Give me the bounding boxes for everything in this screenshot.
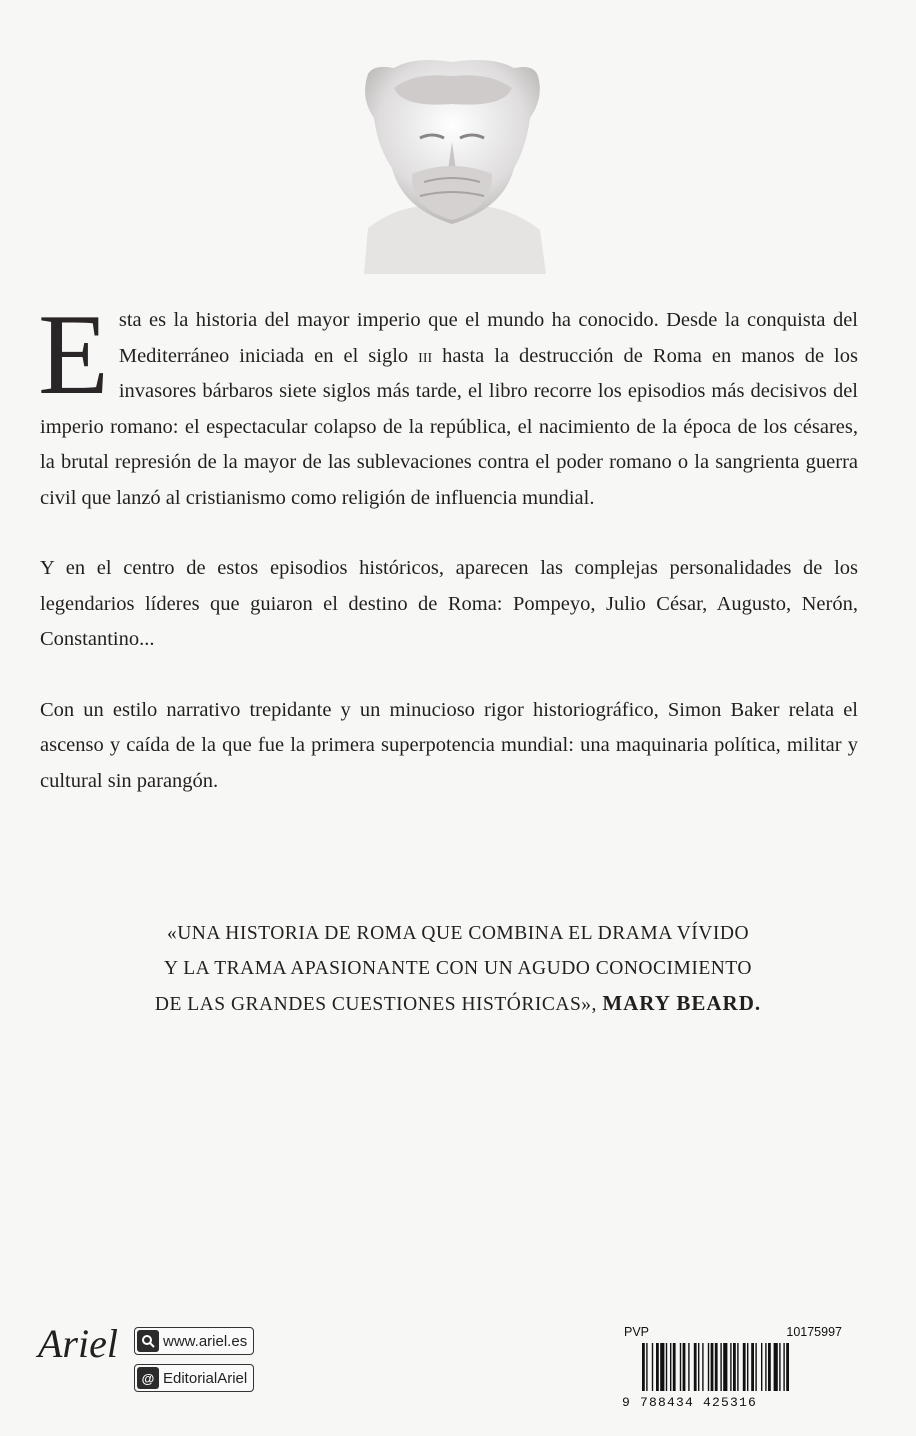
quote-author: MARY BEARD. — [602, 991, 762, 1015]
description-paragraph-2: Y en el centro de estos episodios históricos, aparecen las complejas personalidades de los legendarios líderes que guiaron el destino de Roma: Pompeyo, Julio César, Augusto, Nerón, Constantino... — [40, 557, 858, 650]
barcode-bar — [783, 1343, 784, 1391]
barcode-bar — [715, 1343, 718, 1391]
barcode-bar — [774, 1343, 778, 1391]
drop-cap: E — [38, 291, 109, 419]
barcode-bar — [751, 1343, 754, 1391]
quote-line-1: «UNA HISTORIA DE ROMA QUE COMBINA EL DRAMA VÍVIDO — [166, 923, 750, 944]
barcode-bar — [642, 1343, 645, 1391]
product-code: 10175997 — [786, 1325, 842, 1339]
barcode-bar — [737, 1343, 738, 1391]
publisher-logo: Ariel — [38, 1321, 118, 1366]
quote-line-2: Y LA TRAMA APASIONANTE CON UN AGUDO CONOCIMIENTO — [164, 958, 752, 979]
barcode-bar — [656, 1343, 659, 1391]
description-paragraph-1: Esta es la historia del mayor imperio que el mundo ha conocido. Desde la conquista del Mediterráneo iniciada en el siglo iii hasta la destrucción de Roma en manos de los invasores bárbaros siete siglos más tarde, el libro recorre los episodios más decisivos del imperio romano: el espectacular colapso de la república, el nacimiento de la época de los césares, la brutal represión de la mayor de las sublevaciones contra el poder romano o la sangrienta guerra civil que lanzó al cristianismo como religión de influencia mundial. — [38, 291, 858, 509]
barcode — [642, 1343, 842, 1395]
barcode-bar — [708, 1343, 709, 1391]
barcode-bar — [688, 1343, 689, 1391]
barcode-bar — [666, 1343, 667, 1391]
barcode-bar — [680, 1343, 681, 1391]
barcode-bar — [702, 1343, 703, 1391]
barcode-bar — [720, 1343, 721, 1391]
barcode-bar — [786, 1343, 789, 1391]
social-link[interactable] — [134, 1364, 254, 1392]
barcode-bar — [660, 1343, 664, 1391]
barcode-bar — [683, 1343, 686, 1391]
barcode-bar — [730, 1343, 731, 1391]
barcode-bar — [743, 1343, 746, 1391]
at-icon: @ — [137, 1367, 159, 1389]
barcode-bar — [779, 1343, 780, 1391]
barcode-block — [620, 1325, 860, 1409]
bust-illustration — [354, 58, 550, 274]
barcode-bar — [652, 1343, 653, 1391]
barcode-bar — [670, 1343, 671, 1391]
barcode-bar — [723, 1343, 727, 1391]
barcode-bar — [646, 1343, 647, 1391]
review-quote — [60, 916, 856, 1022]
social-handle: EditorialAriel — [163, 1369, 248, 1387]
pvp-label: PVP — [624, 1325, 650, 1339]
barcode-bar — [747, 1343, 748, 1391]
barcode-bar — [733, 1343, 736, 1391]
description-paragraph-3: Con un estilo narrativo trepidante y un minucioso rigor historiográfico, Simon Baker relata el ascenso y caída de la que fue la primera superpotencia mundial: una maquinaria política, militar y cultural sin parangón. — [40, 698, 858, 792]
barcode-bar — [755, 1343, 756, 1391]
barcode-bar — [673, 1343, 676, 1391]
barcode-bar — [765, 1343, 766, 1391]
isbn-digits: 9 788434 425316 — [622, 1395, 758, 1410]
quote-line-3: DE LAS GRANDES CUESTIONES HISTÓRICAS», MARY BEARD. — [154, 991, 762, 1015]
barcode-bar — [711, 1343, 714, 1391]
barcode-bar — [694, 1343, 697, 1391]
barcode-bar — [768, 1343, 771, 1391]
search-icon — [137, 1330, 159, 1352]
book-description — [38, 291, 858, 834]
barcode-bar — [698, 1343, 699, 1391]
website-link[interactable] — [134, 1327, 254, 1355]
barcode-bar — [761, 1343, 762, 1391]
website-url: www.ariel.es — [163, 1332, 248, 1350]
